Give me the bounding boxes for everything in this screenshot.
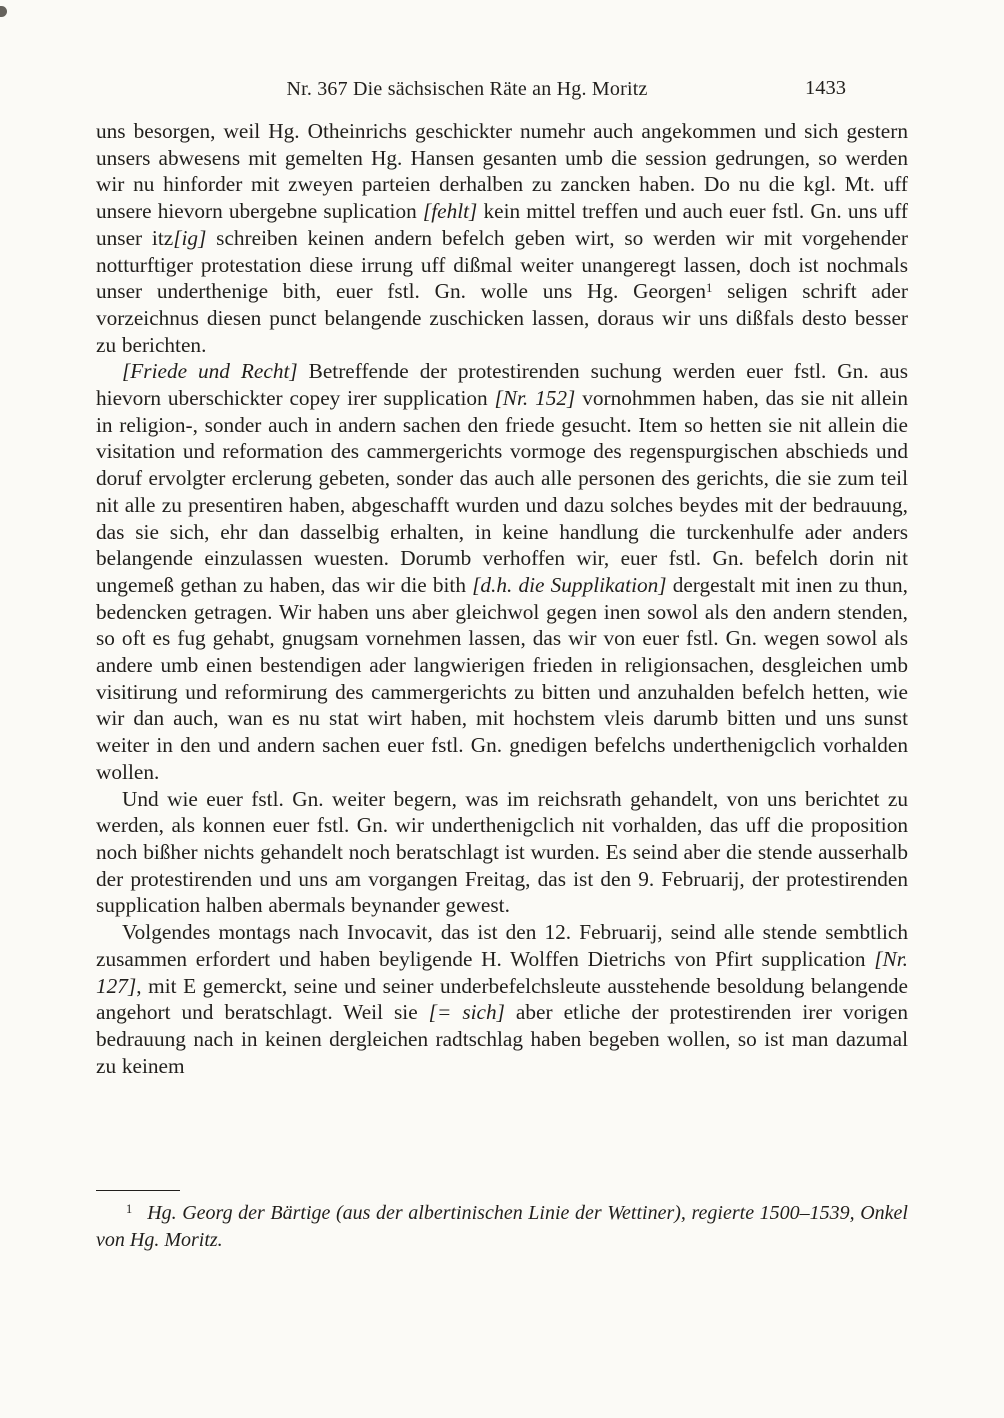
text-run: , mit E gemerckt, seine und seiner underbefelchsleute ausstehende besoldung belangende angehort und beratschlagt. Weil sie: [96, 973, 908, 1025]
paragraph: [96, 358, 908, 785]
text-run: vornohmmen haben, das sie nit allein in religion-, sonder auch in andern sachen den friede gesucht. Item so hetten sie nit allein die visitation und reformation des cammergerichts vormoge des regenspurgischen abschieds und doruf ervolgter erclerung gebeten, sonder das auch alle personen des gerichts, die sie zum teil nit alle zu presentiren haben, abgeschafft wurden und dazu solches beydes mit der bedrauung, das sie sich, ehr dan dasselbig erhalten, in keine handlung die turckenhulfe ader anders belangende einzulassen wuesten. Dorumb verhoffen wir, euer fstl. Gn. befelch dorin nit ungemeß gethan zu haben, das wir die bith: [96, 386, 908, 597]
text-run: kein mittel treffen und auch euer fstl. Gn. uns uff unser itz: [96, 199, 908, 250]
editorial-note: [= sich]: [428, 1000, 505, 1025]
editorial-note: [Nr. 127]: [96, 946, 908, 998]
page-number: 1433: [805, 77, 846, 99]
editorial-note: [Nr. 152]: [494, 386, 576, 411]
text-run: seligen schrift ader vorzeichnus diesen punct belangende zuschicken lassen, doraus wir uns dißfals desto besser zu berichten.: [96, 279, 908, 357]
running-title: Nr. 367 Die sächsischen Räte an Hg. Moritz: [286, 78, 648, 100]
page-header: [96, 78, 908, 104]
paragraph: [96, 919, 908, 1079]
footnote-marker: 1: [126, 1202, 133, 1217]
text-run: uns besorgen, weil Hg. Otheinrichs geschickter numehr auch angekommen und sich gestern unsers abwesens mit gemelten Hg. Hansen gesanten umb die session gedrungen, so werden wir nu hinforder mit zweyen parteien derhalben zu zancken haben. Do nu die kgl. Mt. uff unsere hievorn ubergebne suplication: [96, 119, 908, 224]
footnote-marker: 1: [706, 281, 713, 296]
editorial-note: [fehlt]: [422, 199, 478, 224]
editorial-note: [ig]: [173, 225, 207, 250]
paragraph: [96, 118, 908, 358]
footnote: [96, 1200, 908, 1254]
editorial-note: [d.h. die Supplikation]: [472, 572, 667, 597]
editorial-note: Hg. Georg der Bärtige (aus der albertinischen Linie der Wettiner), regierte 1500–1539, Onkel von Hg. Moritz.: [96, 1202, 908, 1251]
text-run: Betreffende der protestirenden suchung werden euer fstl. Gn. aus hievorn uberschickter copey irer supplication: [96, 359, 908, 411]
footnote-section: [96, 1190, 908, 1254]
page-body: [96, 118, 908, 1079]
text-run: schreiben keinen andern befelch geben wirt, so werden wir mit vorgehender notturftiger protestation diese irrung uff dißmal weiter unangeregt lassen, doch ist nochmals unser underthenige bith, euer fstl. Gn. wolle uns Hg. Georgen: [96, 225, 908, 304]
paragraph: [96, 786, 908, 920]
editorial-note: [Friede und Recht]: [122, 359, 298, 384]
text-run: Und wie euer fstl. Gn. weiter begern, was im reichsrath gehandelt, von uns berichtet zu werden, als konnen euer fstl. Gn. wir underthenigclich nit vorhalden, das uff die proposition noch bißher nichts gehandelt noch beratschlagt ist wurden. Es seind aber die stende ausserhalb der protestirenden und uns am vorgangen Freitag, das ist den 9. Februarij, der protestirenden supplication halben abermals beynander gewest.: [96, 786, 908, 918]
text-run: dergestalt mit inen zu thun, bedencken getragen. Wir haben uns aber gleichwol gegen inen sowol als den andern stenden, so oft es fug gehabt, gnugsam vornehmen lassen, das wir von euer fstl. Gn. wegen sowol als andere umb einen bestendigen ader langwierigen frieden in religionsachen, desgleichen umb visitirung und reformirung des cammergerichts zu bitten und anzuhalden befelch hetten, wie wir dan auch, wan es nu stat wirt haben, mit hochstem vleis darumb bitten und uns sunst weiter in den und andern sachen euer fstl. Gn. gnedigen befelchs underthenigclich vorhalden wollen.: [96, 572, 908, 784]
footnote-rule: [96, 1190, 180, 1191]
text-run: aber etliche der protestirenden irer vorigen bedrauung nach in keinen dergleichen radtschlag haben begeben wollen, so ist man dazumal zu keinem: [96, 1000, 908, 1078]
text-run: Volgendes montags nach Invocavit, das ist den 12. Februarij, seind alle stende sembtlich zusammen erfordert und haben beyligende H. Wolffen Dietrichs von Pfirt supplication: [96, 920, 908, 971]
scan-artifact: [0, 6, 7, 17]
